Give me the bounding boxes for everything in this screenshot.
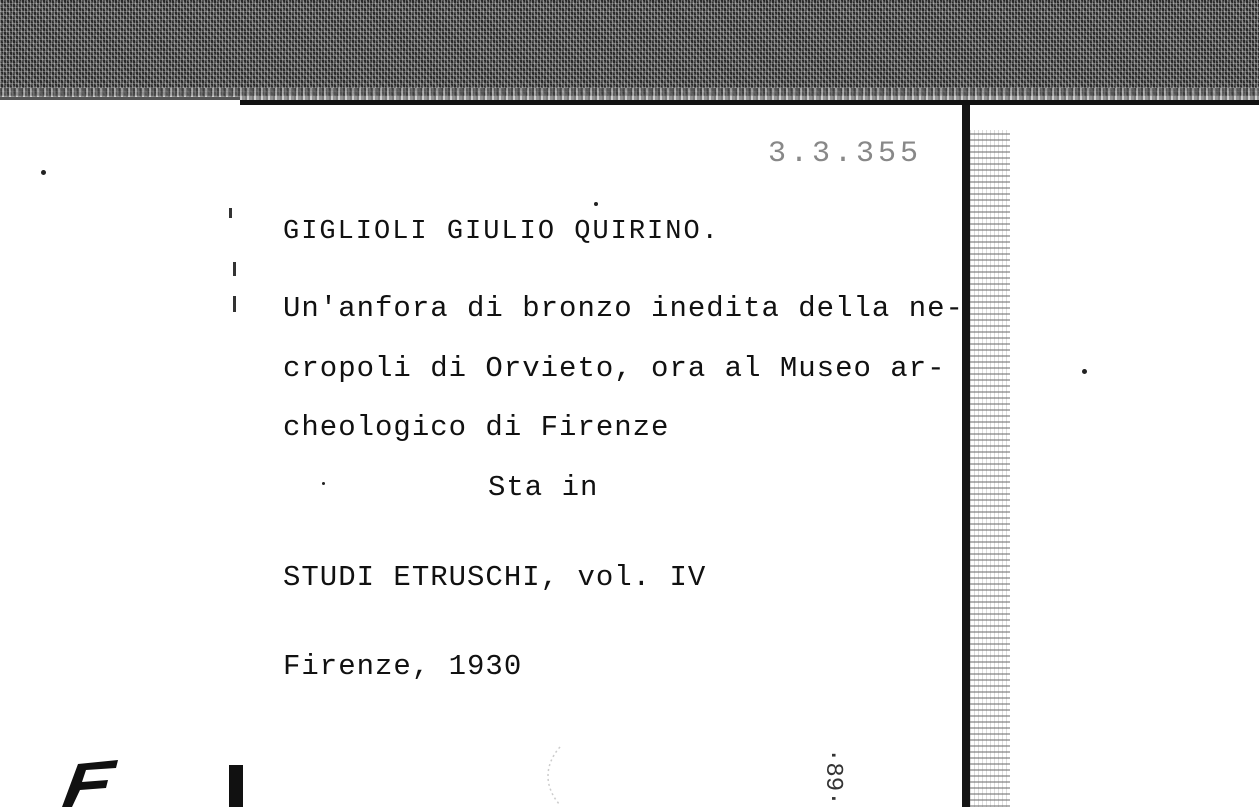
- catalog-number: 3.3.355: [768, 137, 923, 171]
- speck: [41, 170, 46, 175]
- faint-arc-mark: [540, 745, 580, 807]
- margin-tick: [233, 296, 236, 312]
- place-and-year: Firenze, 1930: [283, 650, 523, 683]
- stamp-letter-fragment: [58, 760, 120, 807]
- contained-in-label: Sta in: [488, 471, 599, 504]
- speck: [594, 202, 598, 206]
- author-name: GIGLIOLI GIULIO QUIRINO.: [283, 217, 720, 247]
- speck: [1082, 369, 1087, 374]
- journal-reference: STUDI ETRUSCHI, vol. IV: [283, 561, 707, 594]
- scan-top-noise-strip: [0, 0, 1259, 96]
- speck: [322, 482, 325, 485]
- margin-tick: [233, 262, 236, 276]
- title-line-3: cheologico di Firenze: [283, 411, 670, 444]
- side-number: ·89·: [819, 748, 846, 806]
- title-line-1: Un'anfora di bronzo inedita della ne-: [283, 292, 964, 325]
- card-right-edge-shadow: [970, 130, 1010, 807]
- scan-rule-left: [0, 97, 240, 100]
- card-top-rule: [240, 100, 1259, 105]
- title-line-2: cropoli di Orvieto, ora al Museo ar-: [283, 352, 946, 385]
- margin-tick: [229, 208, 232, 218]
- card-right-edge: [962, 105, 970, 807]
- stamp-bar-fragment: [229, 765, 243, 807]
